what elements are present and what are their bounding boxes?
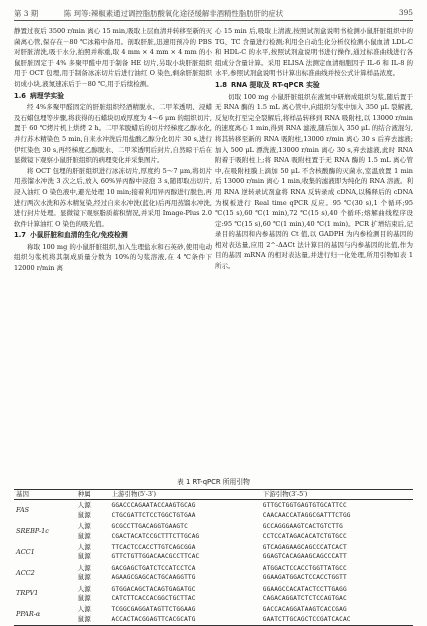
- table-row: [14, 521, 413, 542]
- forward-primer-human: GACGAGCTGATCTCCATCCTCA: [111, 564, 196, 572]
- forward-primer-human: TCGGCGAGGATAGTTCTGGAAG: [111, 606, 196, 614]
- reverse-primer-cell: [263, 605, 413, 624]
- gene-label: PPAR-α: [16, 610, 41, 619]
- table-header-row: [14, 490, 413, 500]
- issue-label: 第 3 期: [14, 9, 39, 18]
- gene-name: [14, 585, 78, 604]
- reverse-primer-mouse: CCTCCATAGACACATCTGTGCC: [262, 532, 347, 540]
- reverse-primer-human: GTTGCTGGTGAGTGTGCATTCC: [262, 502, 347, 510]
- paragraph: 称取 100 mg 的小鼠肝脏组织,加入生理盐水和石英砂,使用电动组织匀浆机将其制成质量分数为 10%的匀浆溶液,在 4 ℃条件下 12000 r/min 离: [14, 242, 212, 273]
- forward-primer-cell: [112, 543, 263, 562]
- gene-name: [14, 564, 78, 583]
- species-human: 人源: [77, 543, 91, 552]
- gene-label: FAS: [16, 506, 30, 515]
- paragraph: 静置过夜后 3500 r/min 离心 15 min,吸取上层血清并转移至新的灭菌离心管,保存在－80 ℃冰箱中备用。剖取肝脏,迅速用预冷的 PBS 对肝脏清洗,吸干水分,拍照并称重,取 4 mm × 4 mm × 4 mm 的小鼠肝脏固定于 4% 多聚甲醛中用于制备 HE 切片,另取小块肝脏组织用于 OCT 包埋,用于制备冰冻切片后进行油红 O 染色,剩余肝脏组织切成小块,液氮速冻后于－80 ℃,用于后续检测。: [14, 27, 212, 88]
- species-mouse: 鼠源: [77, 531, 91, 540]
- gene-name: [14, 605, 78, 624]
- species-cell: [78, 522, 112, 541]
- header-gene: 基因: [16, 490, 29, 498]
- forward-primer-cell: [112, 585, 263, 604]
- species-mouse: 鼠源: [77, 614, 91, 623]
- reverse-primer-mouse: GGAAGATGGACTCCACCTGGTT: [262, 574, 347, 582]
- species-cell: [78, 564, 112, 583]
- species-cell: [78, 605, 112, 624]
- species-mouse: 鼠源: [77, 510, 91, 519]
- species-human: 人源: [77, 563, 91, 572]
- row-line: [14, 564, 413, 583]
- reverse-primer-human: ATGGACTCCACCTGGTTATGCC: [262, 564, 347, 572]
- running-header: [14, 6, 413, 21]
- reverse-primer-mouse: GGAGTCACAGAAGCAGCCCATT: [262, 553, 347, 561]
- header-forward-primer: 上游引物(5′-3′): [111, 490, 157, 498]
- species-cell: [78, 543, 112, 562]
- species-human: 人源: [77, 522, 91, 531]
- primer-table: [14, 489, 413, 626]
- row-line: [14, 543, 413, 562]
- table-row: [14, 563, 413, 584]
- reverse-primer-cell: [263, 543, 413, 562]
- forward-primer-human: GGACCCAGAATACCAAGTGCAG: [111, 502, 196, 510]
- species-human: 人源: [77, 501, 91, 510]
- table-row: [14, 604, 413, 625]
- header-species: 种属: [77, 490, 91, 498]
- species-mouse: 鼠源: [77, 573, 91, 582]
- row-line: [14, 605, 413, 624]
- table-row: [14, 500, 413, 521]
- page-number: 395: [398, 8, 413, 17]
- forward-primer-human: GCGCCTTGACAGGTGAAGTC: [111, 523, 188, 531]
- reverse-primer-cell: [263, 564, 413, 583]
- paragraph: 将 OCT 包埋的肝脏组织进行冰冻切片,厚度约 5～7 μm,将切片用蒸馏水冲洗 3 次之后,放入 60%异丙醇中浸泡 3 s,随即取出切片,浸入油红 O 染色液中,避光处理 10 min;接着利用异丙醇进行脱色,再进行两次水洗和苏木精复染,经过自来水冲洗(蓝化)后再用蒸馏水冲洗,进行封片处理。显微镜下观察脂质蓄积情况,并采用 Image-Plus 2.0 软件计算油红 O 染色的吸光值。: [14, 166, 212, 228]
- section-title: RNA 提取及 RT-qPCR 实验: [231, 80, 320, 89]
- section-heading: [215, 79, 413, 92]
- left-column: [14, 26, 212, 274]
- reverse-primer-cell: [263, 585, 413, 604]
- forward-primer-mouse: CGACTACATCCGCTTTCTTGCAG: [111, 532, 200, 540]
- gene-label: ACC2: [16, 568, 35, 577]
- row-line: [14, 501, 413, 520]
- header-reverse-primer: 下游引物(3′-5′): [262, 490, 308, 498]
- reverse-primer-human: GGAAGCCACATACTCCTTGAGG: [262, 585, 347, 593]
- species-mouse: 鼠源: [77, 594, 91, 603]
- paragraph: 心 15 min 后,吸取上清液,按照试剂盒说明书检测小鼠肝脏组织中的 TG、TC 含量进行检测;利用全自动生化分析仪检测小鼠血清 LDL-C 和 HDL-C 的水平,按照试剂盒说明书进行操作,通过标准曲线进行各组成分含量计算。采用 ELISA 法测定血清细胞因子 IL-6 和 IL-8 的水平,参照试剂盒说明书计算出标准曲线并按公式计算样品浓度。: [215, 27, 413, 78]
- forward-primer-mouse: CTGCGATTCTCCTGGCTGTGAA: [111, 511, 196, 519]
- forward-primer-cell: [112, 564, 263, 583]
- forward-primer-mouse: ACCACTACGGAGTTCACGCATG: [111, 615, 196, 623]
- gene-label: SREBP-1c: [16, 526, 49, 535]
- section-title: 病理学实验: [30, 91, 64, 100]
- forward-primer-human: GTGGACAGCTACAGTGAGATGC: [111, 585, 196, 593]
- reverse-primer-human: GCCAGGGAAGTCACTGTCTTG: [262, 523, 343, 531]
- section-number: 1.8: [215, 80, 228, 89]
- species-human: 人源: [77, 605, 91, 614]
- table-row: [14, 542, 413, 563]
- reverse-primer-cell: [263, 522, 413, 541]
- table-row: [14, 584, 413, 605]
- table-body: [14, 500, 413, 625]
- section-number: 1.6: [14, 91, 27, 100]
- reverse-primer-cell: [263, 501, 413, 520]
- gene-name: [14, 543, 78, 562]
- species-mouse: 鼠源: [77, 552, 91, 561]
- row-line: [14, 585, 413, 604]
- forward-primer-human: TTCACTCCACCTTGTCAGCGGA: [111, 544, 196, 552]
- gene-label: ACC1: [16, 547, 35, 556]
- forward-primer-mouse: AGAAGCGAGCACTGCAAGGTTG: [111, 574, 196, 582]
- table-caption: 表 1 RT-qPCR 所用引物: [177, 478, 250, 486]
- reverse-primer-human: GTCAGAGAAGCAGCCCATCACT: [262, 544, 347, 552]
- section-title: 小鼠肝脏和血清的生化/免疫检测: [30, 231, 128, 240]
- section-heading: [14, 90, 212, 103]
- gene-name: [14, 522, 78, 541]
- species-cell: [78, 585, 112, 604]
- reverse-primer-mouse: CAGACAGGATCTCTCCAGTGAC: [262, 595, 347, 603]
- species-cell: [78, 501, 112, 520]
- paragraph: 切取 100 mg 小鼠肝脏组织在液氮中研磨成组织匀浆,随后置于无 RNA 酶的 1.5 mL 离心管中,向组织匀浆中加入 350 μL 裂解液,反复吹打至完全裂解后,将样品转移到 RNA 吸附柱,以 13000 r/min 的速度离心 1 min,得到 RNA 滤液,随后加入 350 μL 的结合液混匀,将其转移至新的 RNA 吸附柱,13000 r/min 离心 30 s 后弃去滤液;加入 500 μL 漂洗液,13000 r/min 离心 30 s,弃去滤液,此时 RNA 附着于吸附柱上;将 RNA 吸附柱置于无 RNA 酶的 1.5 mL 离心管中,在吸附柱膜上滴加 50 μL 不含核酸酶的灭菌水,室温放置 1 min 后 13000 r/min 离心 1 min,收集的滤液即为纯化的 RNA 溶液。利用 RNA 逆转录试剂盒将 RNA 反转录成 cDNA,以稀释后的 cDNA 为模板进行 Real time qPCR 反应。95 ℃(30 s),1 个循环;95 ℃(15 s),60 ℃(1 min),72 ℃(15 s),40 个循环;熔解曲线程序设定:95 ℃(15 s),60 ℃(1 min),40 ℃(1 min)。PCR 扩增结束后,记录目的基因和内参基因的 Ct 值,以 GADPH 为内参检测目的基因的相对表达量,应用 2^-ΔΔCt 法计算目的基因与内参基因的比值,作为目的基因 mRNA 的相对表达量,并进行归一化处理,所用引物如表 1 所示。: [215, 92, 413, 271]
- reverse-primer-mouse: CAACAACCATAGGCGATTTCTGG: [262, 511, 351, 519]
- gene-label: TRPV1: [16, 589, 39, 598]
- running-title: 陈 珂等:辣椒素通过调控脂肪酸氧化途径缓解非酒精性脂肪肝的症状: [64, 9, 284, 18]
- section-heading: [14, 229, 212, 242]
- right-column: [215, 26, 413, 272]
- row-line: [14, 522, 413, 541]
- gene-name: [14, 501, 78, 520]
- reverse-primer-mouse: GAATCTTGCAGCTCCGATCACAC: [262, 615, 351, 623]
- paragraph: 经 4%多聚甲醛固定的肝脏组织经酒精脱水、二甲苯透明、浸蜡及石蜡包埋等步骤,将获得的石蜡块切成厚度为 4～6 μm 的组织切片,置于 60 ℃烤片机上烘烤 2 h。二甲苯脱蜡后的切片经梯度乙醇水化,并行苏木精染色 5 min,自来水冲洗后用盐酸乙醇分化切片 30 s,进行伊红染色 30 s,再经梯度乙醇脱水、二甲苯透明后封片,自然晾干后在显微镜下观察小鼠肝脏组织的病理变化并采集图片。: [14, 103, 212, 165]
- section-number: 1.7: [14, 231, 27, 240]
- reverse-primer-human: GACCACAGGATAAGTCACCGAG: [262, 606, 347, 614]
- forward-primer-cell: [112, 522, 263, 541]
- forward-primer-cell: [112, 605, 263, 624]
- forward-primer-cell: [112, 501, 263, 520]
- forward-primer-mouse: GTTCTGTTGGACAACGCCTTCAC: [111, 553, 200, 561]
- species-human: 人源: [77, 584, 91, 593]
- forward-primer-mouse: CATCTTCACCACGGCTGCTTAC: [111, 595, 196, 603]
